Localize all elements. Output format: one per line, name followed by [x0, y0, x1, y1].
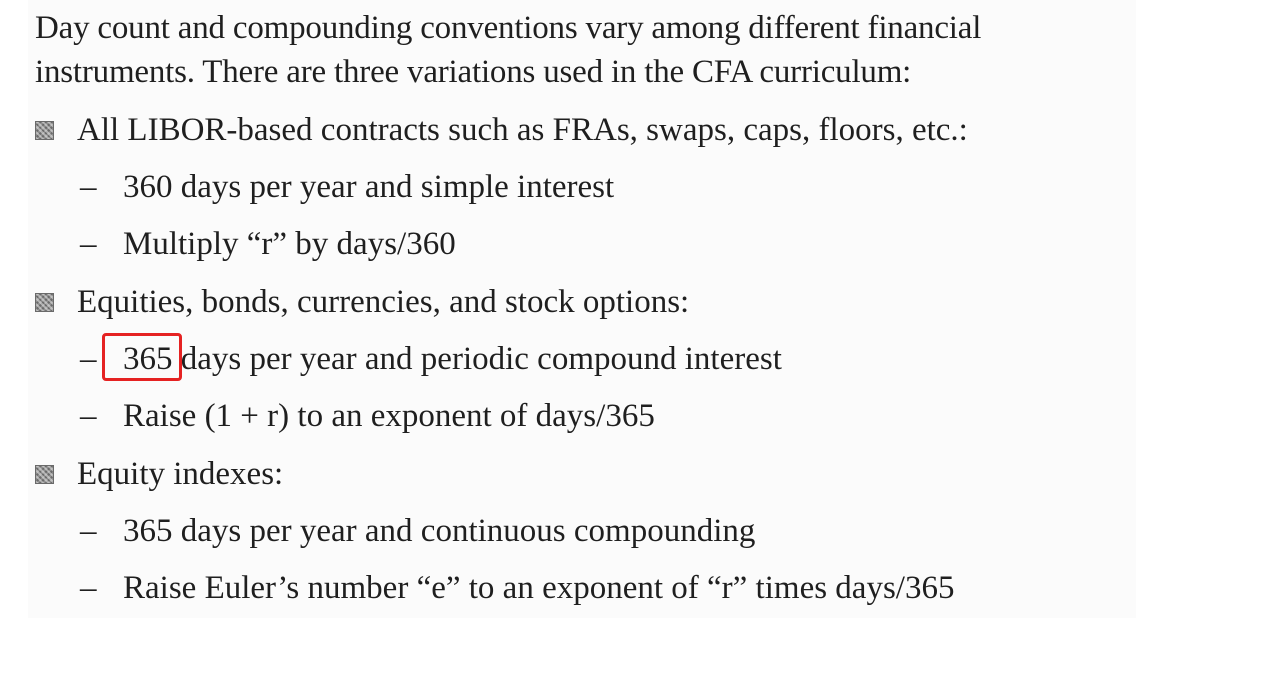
sub-item-multiply-r	[80, 222, 456, 266]
highlighted-365: 365	[123, 341, 173, 377]
sub-item-raise-euler	[80, 566, 954, 610]
intro-paragraph	[35, 6, 1125, 94]
sub-item-365-continuous	[80, 509, 755, 553]
bullet-equities-bonds	[35, 280, 689, 324]
sub-item-365-periodic	[80, 337, 782, 381]
sub-item-360-simple	[80, 165, 614, 209]
bullet-equity-indexes	[35, 452, 283, 496]
bullet-heading: Equity indexes:	[77, 456, 284, 492]
square-bullet-icon	[35, 121, 54, 140]
sub-item-text: days per year and periodic compound interest	[172, 341, 782, 377]
sub-item-raise-1-plus-r	[80, 394, 655, 438]
bullet-libor-contracts	[35, 108, 968, 152]
dash-marker: –	[80, 513, 97, 549]
square-bullet-icon	[35, 465, 54, 484]
sub-item-text: 365 days per year and continuous compounding	[123, 513, 756, 549]
sub-item-text: Multiply “r” by days/360	[123, 226, 456, 262]
dash-marker: –	[80, 169, 97, 205]
square-bullet-icon	[35, 293, 54, 312]
dash-marker: –	[80, 570, 97, 606]
sub-item-text: Raise (1 + r) to an exponent of days/365	[123, 398, 655, 434]
intro-line-2: instruments. There are three variations used in the CFA curriculum:	[35, 54, 912, 90]
dash-marker: –	[80, 398, 97, 434]
red-highlight-box	[102, 333, 182, 381]
intro-line-1: Day count and compounding conventions vary among different financial	[35, 10, 982, 46]
dash-marker: –	[80, 341, 97, 377]
sub-item-text: 360 days per year and simple interest	[123, 169, 615, 205]
bullet-heading: Equities, bonds, currencies, and stock options:	[77, 284, 690, 320]
sub-item-text: Raise Euler’s number “e” to an exponent of “r” times days/365	[123, 570, 955, 606]
bullet-heading: All LIBOR-based contracts such as FRAs, swaps, caps, floors, etc.:	[77, 112, 968, 148]
dash-marker: –	[80, 226, 97, 262]
